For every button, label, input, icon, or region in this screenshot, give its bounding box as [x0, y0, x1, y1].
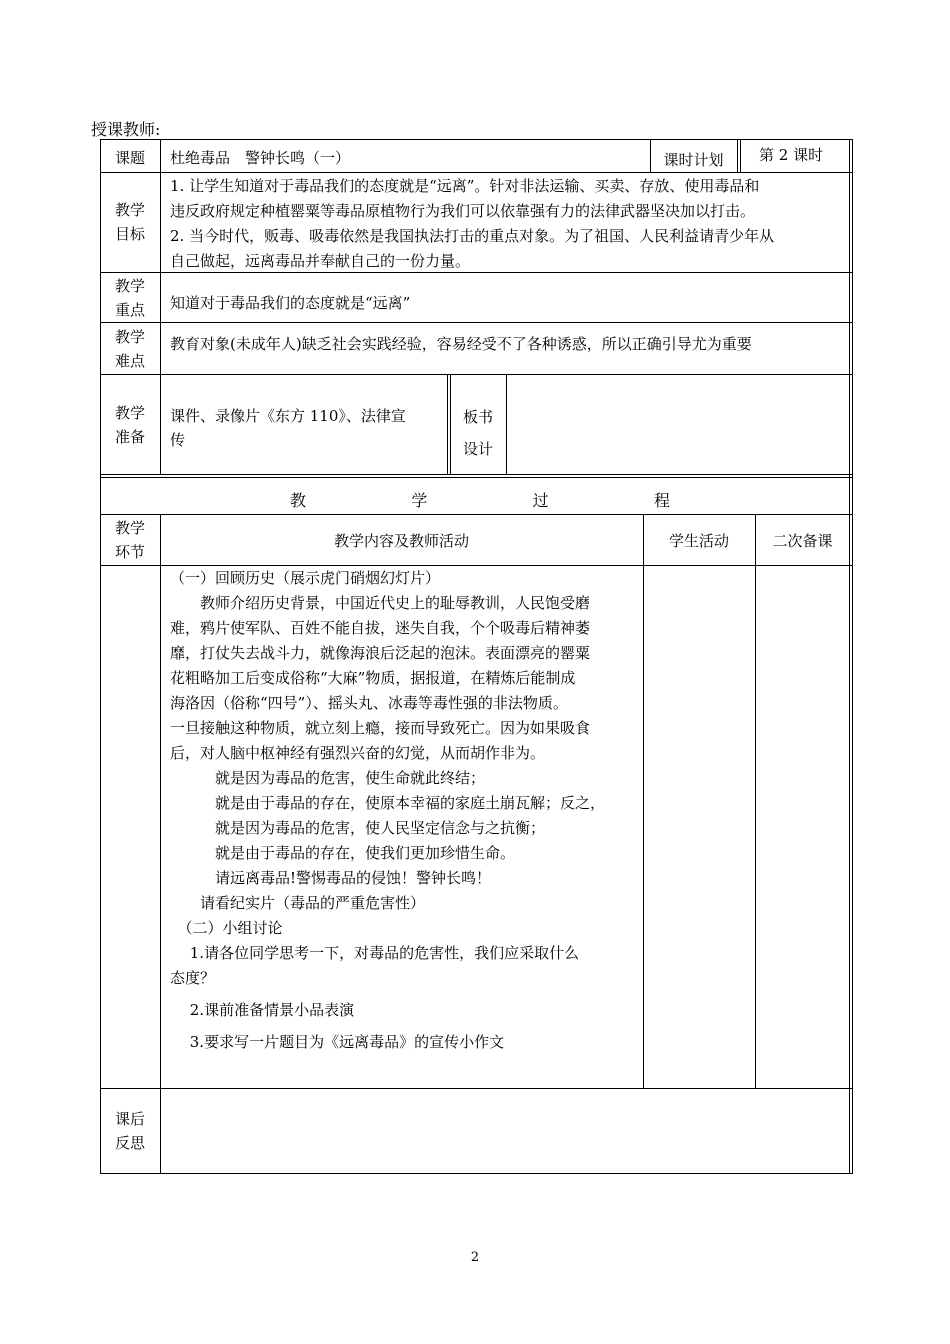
process-line: （二）小组讨论	[170, 919, 283, 937]
process-line: 海洛因（俗称“四号”）、摇头丸、冰毒等毒性强的非法物质。	[170, 694, 568, 712]
topic-value: 杜绝毒品 警钟长鸣（一）	[170, 149, 351, 167]
process-line: 靡，打仗失去战斗力，就像海浪后泛起的泡沫。表面漂亮的罂粟	[170, 644, 591, 662]
process-line: 请看纪实片（毒品的严重危害性）	[170, 894, 426, 912]
page-number: 2	[470, 1250, 480, 1265]
process-line: 就是由于毒品的存在，使原本幸福的家庭土崩瓦解；反之，	[170, 794, 606, 812]
goal-text	[170, 174, 850, 274]
process-line: （一）回顾历史（展示虎门硝烟幻灯片）	[170, 569, 441, 587]
teacher-label: 授课教师:	[91, 120, 161, 139]
difficulty-label: 教学 难点	[114, 328, 145, 370]
board-label: 板书 设计	[462, 408, 493, 458]
process-line: 就是由于毒品的存在，使我们更加珍惜生命。	[170, 844, 516, 862]
goal-line: 自己做起，远离毒品并奉献自己的一份力量。	[170, 252, 471, 270]
process-line: 请远离毒品!警惕毒品的侵蚀！警钟长鸣！	[170, 869, 492, 887]
process-line: 难，鸦片使军队、百姓不能自拔，迷失自我，个个吸毒后精神萎	[170, 619, 591, 637]
difficulty-value: 教育对象(未成年人)缺乏社会实践经验，容易经受不了各种诱惑，所以正确引导尤为重要	[170, 335, 752, 353]
process-line: 教师介绍历史背景，中国近代史上的耻辱教训，人民饱受磨	[170, 594, 591, 612]
goal-line: 违反政府规定种植罂粟等毒品原植物行为我们可以依靠强有力的法律武器坚决加以打击。	[170, 202, 756, 220]
content-header: 教学内容及教师活动	[333, 532, 469, 550]
goal-line: 1. 让学生知道对于毒品我们的态度就是“远离”。针对非法运输、买卖、存放、使用毒品和	[170, 177, 760, 195]
process-item-2: 2.课前准备情景小品表演	[170, 1001, 355, 1019]
process-line: 态度？	[170, 969, 216, 987]
stage-label: 教学 环节	[114, 519, 145, 561]
secondary-header: 二次备课	[772, 532, 833, 550]
goal-line: 2. 当今时代，贩毒、吸毒依然是我国执法打击的重点对象。为了祖国、人民利益请青少年从	[170, 227, 775, 245]
process-line: 一旦接触这种物质，就立刻上瘾，接而导致死亡。因为如果吸食	[170, 719, 591, 737]
process-line: 后，对人脑中枢神经有强烈兴奋的幻觉，从而胡作非为。	[170, 744, 546, 762]
process-item-3: 3.要求写一片题目为《远离毒品》的宣传小作文	[170, 1033, 505, 1051]
student-header: 学生活动	[668, 532, 729, 550]
plan-value: 第 2 课时	[759, 146, 824, 164]
key-value: 知道对于毒品我们的态度就是“远离”	[170, 294, 411, 312]
topic-label: 课题	[114, 149, 145, 167]
process-line: 花粗略加工后变成俗称“大麻”物质，据报道，在精炼后能制成	[170, 669, 576, 687]
prep-label: 教学 准备	[114, 404, 145, 446]
process-line: 1.请各位同学思考一下，对毒品的危害性，我们应采取什么	[170, 944, 580, 962]
reflection-label: 课后 反思	[114, 1110, 145, 1152]
process-content	[170, 566, 605, 1055]
process-heading: 教 学 过 程	[290, 491, 670, 510]
process-line: 就是因为毒品的危害，使生命就此终结；	[170, 769, 486, 787]
goal-label: 教学 目标	[114, 201, 145, 243]
key-label: 教学 重点	[114, 277, 145, 319]
process-line: 就是因为毒品的危害，使人民坚定信念与之抗衡；	[170, 819, 546, 837]
prep-value: 课件、录像片《东方 110》、法律宣 传	[170, 407, 406, 449]
plan-label: 课时计划	[663, 151, 724, 169]
